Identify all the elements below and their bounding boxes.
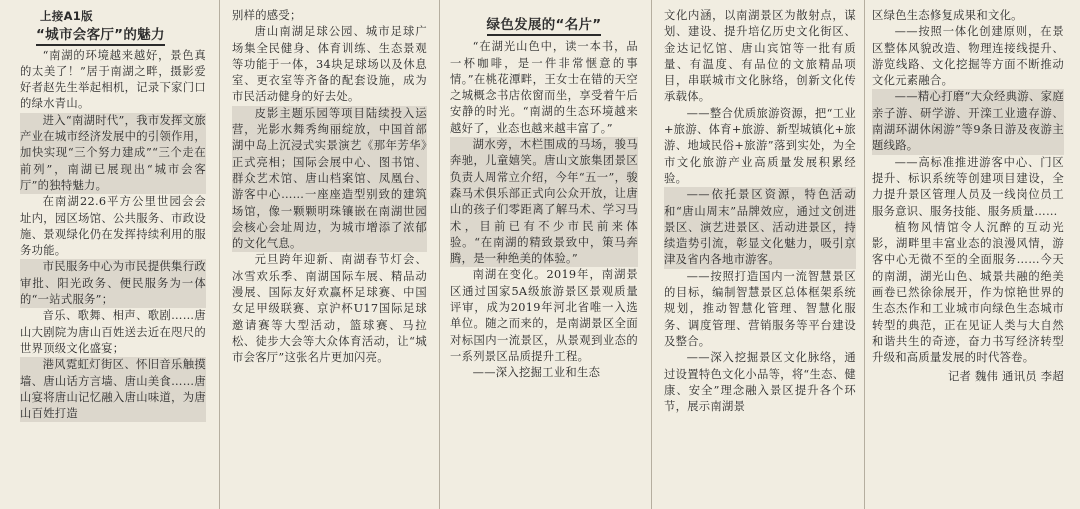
paragraph: 元旦跨年迎新、南湖春节灯会、冰雪欢乐季、南湖国际车展、精品动漫展、国际友好欢赢杯足球赛、中国女足甲级联赛、京沪杯U17国际足球邀请赛等大型活动，篮球赛、马拉松、徒步大会等大众体育活动，让“城市会客厅”这张名片更加闪亮。 bbox=[232, 253, 427, 365]
paragraph: ——深入挖掘工业和生态 bbox=[472, 366, 601, 380]
paragraph: 南湖在变化。2019年，南湖景区通过国家5A级旅游景区景观质量评审，成为2019年河北省唯一入选单位。随之而来的，是南湖景区全面对标国内一流景区，从景观到业态的一系列景区品质提升工程。 bbox=[450, 268, 638, 363]
paragraph: 别样的感受； bbox=[232, 9, 302, 22]
paragraph: ——按照一体化创建原则，在景区整体风貌改造、物理连接线提升、游览线路、文化挖掘等方面不断推动文化元素融合。 bbox=[872, 25, 1064, 88]
jump-heading: 上接A1版 bbox=[40, 9, 93, 23]
article-column-5 bbox=[872, 8, 1064, 509]
paragraph: ——深入挖掘景区文化脉络，通过设置特色文化小品等，将“生态、健康、安全”理念融入景区提升各个环节，展示南湖景 bbox=[664, 351, 856, 414]
section-subhead: 绿色发展的“名片” bbox=[450, 17, 638, 33]
paragraph: 在南湖22.6平方公里世园会会址内，园区场馆、公共服务、市政设施、景观绿化仍在发挥持续利用的服务功能。 bbox=[20, 195, 206, 258]
article-column-2 bbox=[232, 8, 427, 509]
article-column-3 bbox=[450, 8, 638, 509]
paragraph: ——精心打磨“大众经典游、家庭亲子游、研学游、开滦工业遗存游、南湖环湖休闲游”等9条日游及夜游主题线路。 bbox=[872, 89, 1064, 154]
paragraph: 湖水旁，木栏围成的马场，骏马奔驰，儿童嬉笑。唐山文旅集团景区负责人周常立介绍，今年“五一”，骏森马术俱乐部正式向公众开放，让唐山的孩子们零距离了解马术、学习马术，目前已有不少市民前来体验。“在南湖的精致景致中，策马奔腾，是一种绝美的体验。” bbox=[450, 137, 638, 267]
byline: 记者 魏伟 通讯员 李超 bbox=[947, 369, 1064, 383]
section-subhead: “城市会客厅”的魅力 bbox=[20, 27, 206, 43]
paragraph: 区绿色生态修复成果和文化。 bbox=[872, 9, 1023, 22]
paragraph: ——依托景区资源，特色活动和“唐山周末”品牌效应，通过文创进景区、演艺进景区、活动进景区，持续造势引流，彰显文化魅力，吸引京津及省内各地市游客。 bbox=[664, 187, 856, 268]
paragraph: 音乐、歌舞、相声、歌剧……唐山大剧院为唐山百姓送去近在咫尺的世界顶级文化盛宴； bbox=[20, 309, 206, 355]
paragraph: 皮影主题乐园等项目陆续投入运营，光影水舞秀绚丽绽放，中国首部湖中岛上沉浸式实景演艺《那年芳华》正式亮相；国际会展中心、图书馆、群众艺术馆、唐山档案馆、凤凰台、游客中心……一座座造型别致的建筑场馆，像一颗颗明珠镶嵌在南湖世园会核心会址周边，为城市增添了浓郁的文化气息。 bbox=[232, 106, 427, 253]
paragraph: 植物风情馆令人沉醉的互动光影，湖畔里丰富业态的浪漫风情，游客中心无微不至的全面服务……今天的南湖，湖光山色、城景共融的绝美画卷已然徐徐展开，作为惊艳世界的生态杰作和工业城市向绿色生态城市转型的典范，正在见证人类与大自然和谐共生的奇迹，奋力书写经济转型升级和高质量发展的时代答卷。 bbox=[872, 220, 1064, 365]
paragraph: ——高标准推进游客中心、门区提升、标识系统等创建项目建设，全力提升景区管理人员及一线岗位员工服务意识、服务技能、服务质量…… bbox=[872, 155, 1064, 218]
paragraph: “南湖的环境越来越好，景色真的太美了！”居于南湖之畔，摄影爱好者赵先生举起相机，记录下家门口的绿水青山。 bbox=[20, 48, 206, 111]
column-rule bbox=[439, 0, 440, 509]
column-rule bbox=[219, 0, 220, 509]
paragraph: 市民服务中心为市民提供集行政审批、阳光政务、便民服务为一体的“一站式服务”； bbox=[20, 259, 206, 308]
paragraph: ——按照打造国内一流智慧景区的目标，编制智慧景区总体框架系统规划，推动智慧化管理、智慧化服务、调度管理、营销服务等平台建设及整合。 bbox=[664, 269, 856, 348]
column-rule bbox=[864, 0, 865, 509]
paragraph: 港风霓虹灯街区、怀旧音乐触摸墙、唐山话方言墙、唐山美食……唐山宴将唐山记忆融入唐山味道，为唐山百姓打造 bbox=[20, 357, 206, 422]
article-column-1 bbox=[20, 8, 206, 509]
article-column-4 bbox=[664, 8, 856, 509]
paragraph: ——整合优质旅游资源，把“工业+旅游、体育+旅游、新型城镇化+旅游、地域民俗+旅游”落到实处，为全市文化旅游产业高质量发展积累经验。 bbox=[664, 106, 856, 185]
paragraph: “在湖光山色中，读一本书，品一杯咖啡，是一件非常惬意的事情。”在桃花潭畔，王女士在错的天空之城概念书店依窗而坐，享受着午后安静的时光。“南湖的生态环境越来越好了，业态也越来越丰富了。” bbox=[450, 40, 638, 135]
paragraph: 唐山南湖足球公园、城市足球广场集全民健身、体育训练、生态景观等功能于一体，34块足球场以及休息室、更衣室等齐备的配套设施，成为市民活动健身的好去处。 bbox=[232, 25, 427, 104]
column-rule bbox=[651, 0, 652, 509]
paragraph: 文化内涵，以南湖景区为散射点，谋划、建设、提升培亿历史文化街区、金达记忆馆、唐山宾馆等一批有质量、有温度、有品位的文旅精品项目，串联城市文化脉络，创新文化传承载体。 bbox=[664, 9, 856, 104]
paragraph: 进入“南湖时代”，我市发挥文旅产业在城市经济发展中的引领作用，加快实现“三个努力建成”“三个走在前列”，南湖已展现出“城市会客厅”的独特魅力。 bbox=[20, 113, 206, 194]
